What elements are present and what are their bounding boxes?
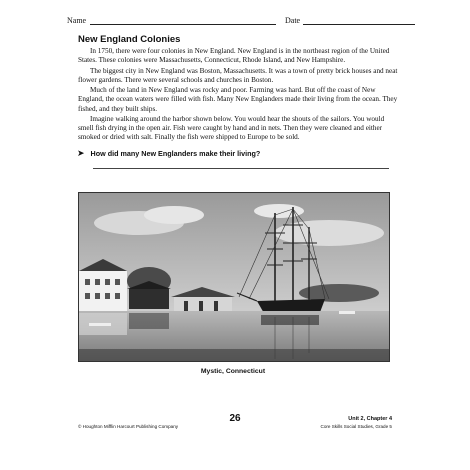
unit-chapter-label: Unit 2, Chapter 4	[348, 416, 392, 422]
photo-caption: Mystic, Connecticut	[200, 368, 266, 375]
page-title: New England Colonies	[78, 34, 181, 45]
paragraph-3: Much of the land in New England was rocky and poor. Farming was hard. But off the coast of New England, the ocean waters were filled with fish. Many New Englanders made their living from the ocean. They fished, and they built ships.	[78, 86, 398, 113]
date-label: Date	[285, 16, 301, 25]
page-number: 26	[229, 413, 241, 424]
paragraph-2: The biggest city in New England was Boston, Massachusetts. It was a town of pretty brick houses and neat flower gardens. There were several schools and churches in Boston.	[78, 66, 398, 84]
name-field-line[interactable]	[90, 24, 276, 25]
answer-line[interactable]	[93, 168, 389, 169]
question	[77, 148, 260, 159]
copyright-notice: © Houghton Mifflin Harcourt Publishing Company	[78, 424, 179, 429]
paragraph-1: In 1750, there were four colonies in New England. New England is in the northeast region of the United States. These colonies were Massachusetts, Connecticut, Rhode Island, and New Hampshire.	[78, 47, 390, 65]
arrow-icon: ➤	[77, 148, 85, 158]
name-label: Name	[67, 16, 87, 25]
question-text: How did many New Englanders make their living?	[90, 149, 261, 158]
series-label: Core Skills Social Studies, Grade 5	[320, 424, 392, 429]
reading-passage	[78, 47, 398, 144]
date-field-line[interactable]	[303, 24, 415, 25]
paragraph-4: Imagine walking around the harbor shown below. You would hear the shouts of the sailors. You would smell fish drying in the open air. Fish were caught by hand and in nets. Then they were cleaned and either smoked or dried with salt. Finally the fish were shipped to Europe to be sold.	[78, 115, 385, 142]
harbor-photo	[78, 192, 390, 362]
